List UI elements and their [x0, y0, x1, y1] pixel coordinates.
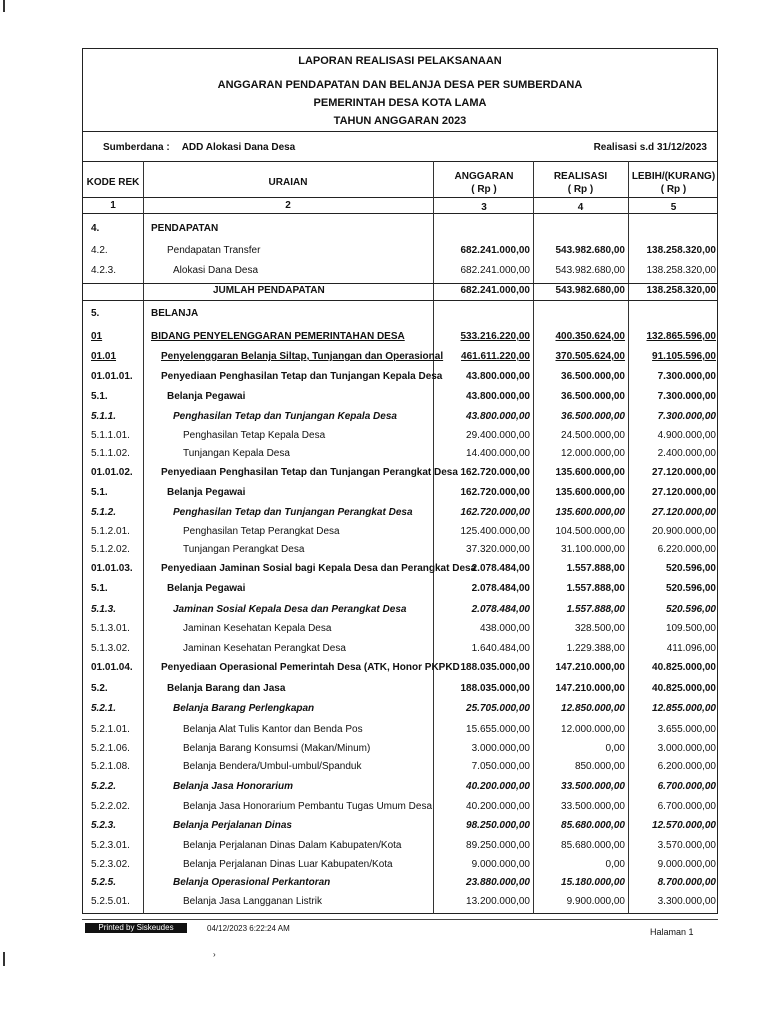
realisasi-cell: 12.000.000,00: [561, 448, 625, 459]
lebih-cell: 20.900.000,00: [652, 526, 716, 537]
table-row: [83, 467, 717, 486]
anggaran-cell: 162.720.000,00: [460, 487, 530, 498]
realisasi-cell: 135.600.000,00: [555, 487, 625, 498]
table-row: [83, 507, 717, 526]
anggaran-cell: 2.078.484,00: [471, 563, 530, 574]
kode-cell: 01: [91, 331, 103, 342]
uraian-cell: Belanja Perjalanan Dinas Dalam Kabupaten/Kota: [183, 840, 402, 851]
anggaran-cell: 25.705.000,00: [466, 703, 530, 714]
col-lebih-header: [628, 170, 719, 196]
col-lebih-unit: ( Rp ): [660, 184, 687, 195]
kode-cell: 4.2.: [91, 245, 108, 256]
realisasi-cell: 543.982.680,00: [555, 285, 625, 296]
table-top-border: [83, 161, 717, 162]
col-number-3: 3: [481, 202, 487, 213]
lebih-cell: 40.825.000,00: [652, 662, 716, 673]
anggaran-cell: 2.078.484,00: [471, 583, 530, 594]
realisasi-cell: 12.850.000,00: [561, 703, 625, 714]
lebih-cell: 520.596,00: [665, 583, 716, 594]
col-number-2: 2: [285, 200, 291, 211]
lebih-cell: 3.000.000,00: [657, 743, 716, 754]
lebih-cell: 7.300.000,00: [657, 391, 716, 402]
realisasi-cell: 36.500.000,00: [561, 391, 625, 402]
realisasi-cell: 850.000,00: [574, 761, 625, 772]
realisasi-cell: 1.229.388,00: [566, 643, 625, 654]
realisasi-cell: 9.900.000,00: [566, 896, 625, 907]
lebih-cell: 27.120.000,00: [652, 507, 716, 518]
col-anggaran-unit: ( Rp ): [471, 184, 497, 195]
kode-cell: 5.1.: [91, 391, 108, 402]
lebih-cell: 7.300.000,00: [657, 411, 716, 422]
sumberdana: [103, 142, 295, 153]
lebih-cell: 520.596,00: [665, 604, 716, 615]
anggaran-cell: 43.800.000,00: [466, 391, 530, 402]
anggaran-cell: 7.050.000,00: [471, 761, 530, 772]
realisasi-cell: 36.500.000,00: [561, 411, 625, 422]
table-row: [83, 724, 717, 743]
realisasi-cell: 1.557.888,00: [566, 583, 625, 594]
lebih-cell: 91.105.596,00: [652, 351, 716, 362]
uraian-cell: Belanja Alat Tulis Kantor dan Benda Pos: [183, 724, 363, 735]
col-uraian-header: URAIAN: [268, 177, 308, 188]
uraian-cell: Belanja Jasa Honorarium: [173, 781, 294, 792]
table-row: [83, 245, 717, 264]
table-row: [83, 623, 717, 642]
table-row: [83, 285, 717, 304]
scan-edge-bottom: [3, 952, 5, 966]
uraian-cell: Jaminan Sosial Kepala Desa dan Perangkat Desa: [173, 604, 407, 615]
report-title-4: TAHUN ANGGARAN 2023: [333, 115, 467, 127]
lebih-cell: 132.865.596,00: [646, 331, 716, 342]
kode-cell: 01.01.03.: [91, 563, 133, 574]
kode-cell: 5.2.1.06.: [91, 743, 130, 754]
anggaran-cell: 1.640.484,00: [471, 643, 530, 654]
uraian-cell: Tunjangan Kepala Desa: [183, 448, 290, 459]
realisasi-cell: 33.500.000,00: [561, 781, 625, 792]
kode-cell: 01.01.01.: [91, 371, 133, 382]
table-row: [83, 487, 717, 506]
uraian-cell: Penyediaan Penghasilan Tetap dan Tunjangan Kepala Desa: [161, 371, 443, 382]
kode-cell: 5.1.2.01.: [91, 526, 130, 537]
kode-cell: 5.1.3.02.: [91, 643, 130, 654]
realisasi-cell: 135.600.000,00: [555, 467, 625, 478]
realisasi-cell: 147.210.000,00: [555, 662, 625, 673]
table-row: [83, 781, 717, 800]
realisasi-cell: 0,00: [605, 859, 625, 870]
realisasi-cell: 543.982.680,00: [555, 245, 625, 256]
col-number-5: 5: [670, 202, 677, 213]
anggaran-cell: 188.035.000,00: [460, 662, 530, 673]
table-row: [83, 430, 717, 449]
table-row: [83, 583, 717, 602]
kode-cell: 5.1.3.: [91, 604, 117, 615]
kode-cell: 01.01.04.: [91, 662, 133, 673]
uraian-cell: Penyediaan Jaminan Sosial bagi Kepala Desa dan Perangkat Desa: [161, 563, 477, 574]
kode-cell: 5.2.5.: [91, 877, 117, 888]
uraian-cell: Penghasilan Tetap Perangkat Desa: [183, 526, 340, 537]
uraian-cell: Penghasilan Tetap dan Tunjangan Kepala Desa: [173, 411, 397, 422]
lebih-cell: 2.400.000,00: [657, 448, 716, 459]
uraian-cell: Belanja Perjalanan Dinas: [173, 820, 292, 831]
col-kode-header: KODE REK: [86, 177, 140, 188]
anggaran-cell: 188.035.000,00: [460, 683, 530, 694]
report-page: [82, 48, 718, 914]
lebih-cell: 6.200.000,00: [657, 761, 716, 772]
uraian-cell: Belanja Pegawai: [167, 391, 246, 402]
anggaran-cell: 29.400.000,00: [466, 430, 530, 441]
realisasi-cell: 370.505.624,00: [555, 351, 625, 362]
anggaran-cell: 40.200.000,00: [466, 781, 530, 792]
lebih-cell: 6.700.000,00: [657, 781, 716, 792]
lebih-cell: 12.570.000,00: [652, 820, 716, 831]
realisasi-cell: 1.557.888,00: [566, 604, 625, 615]
table-row: [83, 448, 717, 467]
anggaran-cell: 40.200.000,00: [466, 801, 530, 812]
uraian-cell: Belanja Pegawai: [167, 487, 246, 498]
kode-cell: 5.2.1.: [91, 703, 117, 714]
kode-cell: 5.1.1.01.: [91, 430, 130, 441]
kode-cell: 5.2.: [91, 683, 108, 694]
uraian-cell: Penyediaan Penghasilan Tetap dan Tunjangan Perangkat Desa: [161, 467, 458, 478]
col-number-4: 4: [577, 202, 584, 213]
anggaran-cell: 461.611.220,00: [461, 351, 530, 362]
anggaran-cell: 162.720.000,00: [460, 467, 530, 478]
table-row: [83, 223, 717, 242]
lebih-cell: 3.570.000,00: [657, 840, 716, 851]
printed-by-badge: Printed by Siskeudes: [85, 923, 187, 933]
uraian-cell: Penyelenggaran Belanja Siltap, Tunjangan dan Operasional: [161, 351, 444, 362]
kode-cell: 01.01.02.: [91, 467, 133, 478]
uraian-cell: Belanja Bendera/Umbul-umbul/Spanduk: [183, 761, 362, 772]
anggaran-cell: 43.800.000,00: [466, 371, 530, 382]
kode-cell: 5.1.2.02.: [91, 544, 130, 555]
kode-cell: 5.2.3.01.: [91, 840, 130, 851]
page-number: Halaman 1: [650, 927, 694, 937]
footer-divider: [82, 919, 718, 920]
uraian-cell: Jaminan Kesehatan Kepala Desa: [183, 623, 332, 634]
anggaran-cell: 438.000,00: [479, 623, 530, 634]
realisasi-cell: 147.210.000,00: [555, 683, 625, 694]
uraian-cell: Jaminan Kesehatan Perangkat Desa: [183, 643, 346, 654]
table-row: [83, 877, 717, 896]
lebih-cell: 7.300.000,00: [657, 371, 716, 382]
table-row: [83, 859, 717, 878]
realisasi-cell: 31.100.000,00: [561, 544, 625, 555]
realisasi-cell: 15.180.000,00: [561, 877, 625, 888]
table-row: [83, 371, 717, 390]
uraian-cell: Penyediaan Operasional Pemerintah Desa (ATK, Honor PKPKD: [161, 662, 460, 673]
anggaran-cell: 682.241.000,00: [460, 265, 530, 276]
uraian-cell: BIDANG PENYELENGGARAN PEMERINTAHAN DESA: [151, 331, 405, 342]
col-anggaran-title: ANGGARAN: [454, 171, 514, 182]
kode-cell: 4.: [91, 223, 100, 234]
lebih-cell: 6.700.000,00: [657, 801, 716, 812]
table-row: [83, 604, 717, 623]
realisasi-cell: 400.350.624,00: [555, 331, 625, 342]
anggaran-cell: 533.216.220,00: [460, 331, 530, 342]
lebih-cell: 520.596,00: [665, 563, 716, 574]
table-row: [83, 544, 717, 563]
realisasi-cell: 1.557.888,00: [566, 563, 625, 574]
lebih-cell: 3.300.000,00: [657, 896, 716, 907]
header-divider: [83, 131, 717, 132]
sumberdana-label: Sumberdana :: [103, 142, 170, 153]
report-title-3: PEMERINTAH DESA KOTA LAMA: [313, 97, 487, 109]
kode-cell: 5.2.3.02.: [91, 859, 130, 870]
lebih-cell: 138.258.320,00: [646, 285, 716, 296]
table-row: [83, 351, 717, 370]
kode-cell: 5.2.5.01.: [91, 896, 130, 907]
table-row: [83, 662, 717, 681]
kode-cell: 5.1.: [91, 583, 108, 594]
lebih-cell: 411.096,00: [666, 643, 716, 654]
kode-cell: 01.01: [91, 351, 117, 362]
realisasi-cell: 328.500,00: [574, 623, 625, 634]
realisasi-cell: 33.500.000,00: [561, 801, 625, 812]
uraian-cell: Penghasilan Tetap Kepala Desa: [183, 430, 326, 441]
realisasi-date: Realisasi s.d 31/12/2023: [593, 142, 707, 153]
lebih-cell: 40.825.000,00: [652, 683, 716, 694]
kode-cell: 5.2.1.01.: [91, 724, 130, 735]
realisasi-cell: 36.500.000,00: [561, 371, 625, 382]
lebih-cell: 6.220.000,00: [657, 544, 716, 555]
kode-cell: 5.1.1.: [91, 411, 117, 422]
col-header-divider: [83, 197, 717, 198]
kode-cell: 5.1.2.: [91, 507, 117, 518]
col-realisasi-header: [533, 170, 628, 196]
report-title-2: ANGGARAN PENDAPATAN DAN BELANJA DESA PER SUMBERDANA: [217, 79, 583, 91]
realisasi-cell: 24.500.000,00: [561, 430, 625, 441]
uraian-cell: Belanja Jasa Honorarium Pembantu Tugas Umum Desa: [183, 801, 433, 812]
table-row: [83, 265, 717, 284]
lebih-cell: 3.655.000,00: [657, 724, 716, 735]
anggaran-cell: 162.720.000,00: [460, 507, 530, 518]
lebih-cell: 4.900.000,00: [657, 430, 716, 441]
sumberdana-value: ADD Alokasi Dana Desa: [181, 142, 296, 153]
uraian-cell: Belanja Barang dan Jasa: [167, 683, 286, 694]
anggaran-cell: 125.400.000,00: [460, 526, 530, 537]
table-row: [83, 840, 717, 859]
table-row: [83, 643, 717, 662]
anggaran-cell: 3.000.000,00: [471, 743, 530, 754]
scan-mark: ›: [213, 950, 216, 959]
uraian-cell: PENDAPATAN: [151, 223, 219, 234]
lebih-cell: 8.700.000,00: [657, 877, 716, 888]
uraian-cell: Belanja Jasa Langganan Listrik: [183, 896, 322, 907]
kode-cell: 5.2.1.08.: [91, 761, 130, 772]
col-realisasi-title: REALISASI: [553, 171, 608, 182]
kode-cell: 5.2.2.02.: [91, 801, 130, 812]
scan-edge-top: [3, 0, 5, 12]
uraian-cell: Pendapatan Transfer: [167, 245, 261, 256]
kode-cell: 4.2.3.: [91, 265, 117, 276]
anggaran-cell: 43.800.000,00: [466, 411, 530, 422]
lebih-cell: 12.855.000,00: [652, 703, 716, 714]
lebih-cell: 109.500,00: [665, 623, 716, 634]
lebih-cell: 9.000.000,00: [657, 859, 716, 870]
realisasi-cell: 85.680.000,00: [561, 820, 625, 831]
table-row: [83, 308, 717, 327]
kode-cell: 5.1.3.01.: [91, 623, 130, 634]
table-row: [83, 411, 717, 430]
uraian-cell: Belanja Operasional Perkantoran: [173, 877, 331, 888]
anggaran-cell: 89.250.000,00: [466, 840, 530, 851]
col-anggaran-header: [435, 170, 533, 196]
anggaran-cell: 682.241.000,00: [460, 285, 530, 296]
table-row: [83, 820, 717, 839]
anggaran-cell: 13.200.000,00: [466, 896, 530, 907]
uraian-cell: Belanja Barang Konsumsi (Makan/Minum): [183, 743, 371, 754]
table-row: [83, 331, 717, 350]
realisasi-cell: 104.500.000,00: [555, 526, 625, 537]
realisasi-cell: 135.600.000,00: [555, 507, 625, 518]
print-timestamp: 04/12/2023 6:22:24 AM: [207, 924, 290, 933]
anggaran-cell: 23.880.000,00: [466, 877, 530, 888]
lebih-cell: 138.258.320,00: [646, 265, 716, 276]
anggaran-cell: 682.241.000,00: [460, 245, 530, 256]
lebih-cell: 27.120.000,00: [652, 487, 716, 498]
col-number-1: 1: [110, 200, 116, 211]
col-number-divider: [83, 213, 717, 214]
anggaran-cell: 37.320.000,00: [466, 544, 530, 555]
realisasi-cell: 12.000.000,00: [561, 724, 625, 735]
uraian-cell: Tunjangan Perangkat Desa: [183, 544, 305, 555]
uraian-cell: Belanja Barang Perlengkapan: [173, 703, 315, 714]
table-row: [83, 743, 717, 762]
report-title-1: LAPORAN REALISASI PELAKSANAAN: [298, 55, 502, 67]
kode-cell: 5.2.3.: [91, 820, 117, 831]
realisasi-cell: 85.680.000,00: [561, 840, 625, 851]
kode-cell: 5.2.2.: [91, 781, 117, 792]
uraian-cell: JUMLAH PENDAPATAN: [213, 285, 325, 296]
anggaran-cell: 15.655.000,00: [466, 724, 530, 735]
uraian-cell: Belanja Pegawai: [167, 583, 246, 594]
kode-cell: 5.: [91, 308, 100, 319]
realisasi-cell: 0,00: [605, 743, 625, 754]
col-lebih-title: LEBIH/(KURANG): [631, 171, 716, 182]
anggaran-cell: 14.400.000,00: [466, 448, 530, 459]
kode-cell: 5.1.: [91, 487, 108, 498]
realisasi-cell: 543.982.680,00: [555, 265, 625, 276]
uraian-cell: BELANJA: [151, 308, 199, 319]
col-realisasi-unit: ( Rp ): [567, 184, 594, 195]
table-row: [83, 703, 717, 722]
table-row: [83, 563, 717, 582]
table-row: [83, 391, 717, 410]
table-row: [83, 896, 717, 915]
anggaran-cell: 98.250.000,00: [466, 820, 530, 831]
uraian-cell: Belanja Perjalanan Dinas Luar Kabupaten/Kota: [183, 859, 393, 870]
table-row: [83, 683, 717, 702]
table-row: [83, 761, 717, 780]
anggaran-cell: 2.078.484,00: [471, 604, 530, 615]
table-row: [83, 801, 717, 820]
table-row: [83, 526, 717, 545]
uraian-cell: Penghasilan Tetap dan Tunjangan Perangkat Desa: [173, 507, 413, 518]
anggaran-cell: 9.000.000,00: [471, 859, 530, 870]
lebih-cell: 138.258.320,00: [646, 245, 716, 256]
lebih-cell: 27.120.000,00: [652, 467, 716, 478]
uraian-cell: Alokasi Dana Desa: [173, 265, 259, 276]
kode-cell: 5.1.1.02.: [91, 448, 130, 459]
